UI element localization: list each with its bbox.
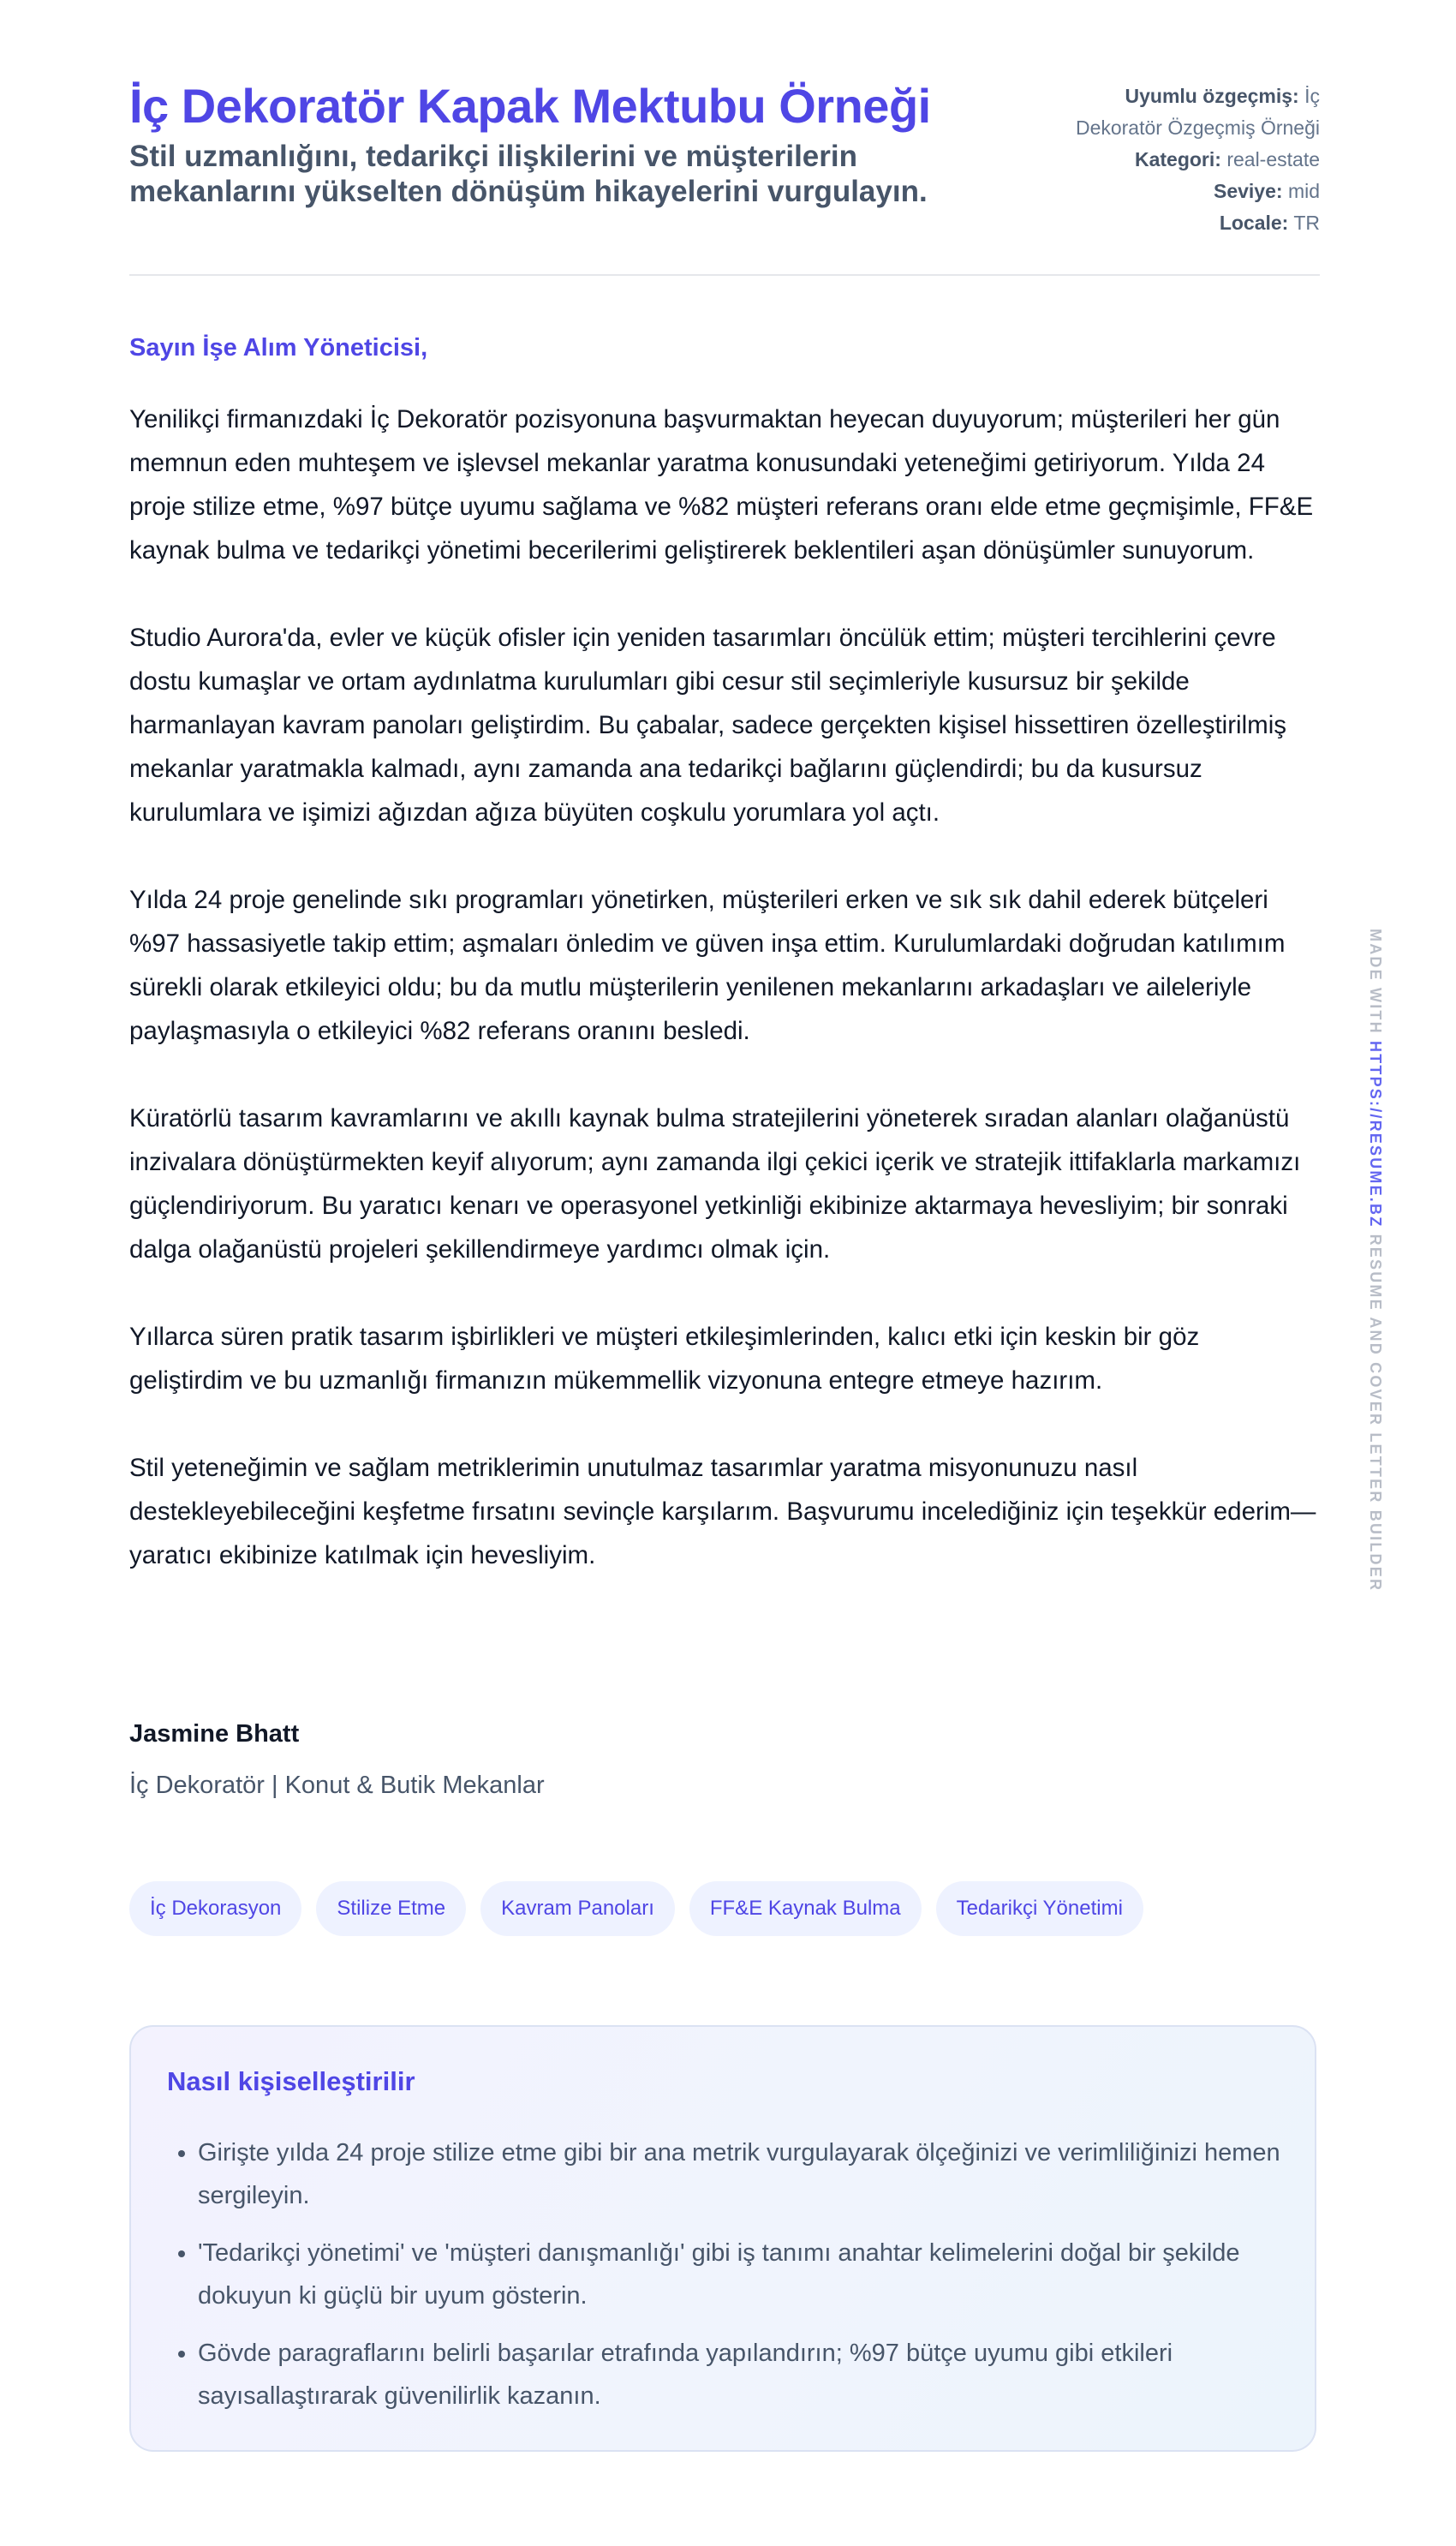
letter-paragraph: Stil yeteneğimin ve sağlam metriklerimin unutulmaz tasarımlar yaratma misyonunuzu nasıl destekleyebileceğini keşfetme fırsatını sevinçle karşılarım. Başvurumu incelediğiniz için teşekkür ederim—yaratıcı ekibinize katılmak için hevesliyim. <box>129 1454 1316 1569</box>
meta-resume-value-1: İç <box>1304 85 1320 107</box>
meta-resume-label: Uyumlu özgeçmiş: <box>1125 85 1299 107</box>
meta-locale-label: Locale: <box>1219 212 1289 234</box>
skill-tag: İç Dekorasyon <box>129 1881 301 1936</box>
side-credit-text <box>1366 929 1384 1592</box>
skill-tag: Tedarikçi Yönetimi <box>936 1881 1143 1936</box>
letter-paragraph: Yenilikçi firmanızdaki İç Dekoratör pozisyonuna başvurmaktan heyecan duyuyorum; müşterileri her gün memnun eden muhteşem ve işlevsel mekanlar yaratma konusundaki yeteneğimi getiriyorum. Yılda 24 proje stilize etme, %97 bütçe uyumu sağlama ve %82 müşteri referans oranı elde etme geçmişimle, FF&E kaynak bulma ve tedarikçi yönetimi becerilerimi geliştirerek beklentileri aşan dönüşümler sunuyorum. <box>129 405 1314 565</box>
letter-paragraph: Yılda 24 proje genelinde sıkı programları yönetirken, müşterileri erken ve sık sık dahil ederek bütçeleri %97 hassasiyetle takip ettim; aşmaları önledim ve güven inşa ettim. Kurulumlardaki doğrudan katılımım sürekli olarak etkileyici oldu; bu da mutlu müşterilerin yenilenen mekanlarını arkadaşları ve aileleriyle paylaşmasıyla o etkileyici %82 referans oranını besledi. <box>129 886 1286 1045</box>
skill-tags <box>129 1881 1143 1936</box>
skill-tag: Kavram Panoları <box>480 1881 675 1936</box>
meta-category-value: real-estate <box>1226 148 1320 170</box>
letter-paragraph: Küratörlü tasarım kavramlarını ve akıllı kaynak bulma stratejilerini yöneterek sıradan alanları olağanüstü inzivalara dönüştürmekten keyif alıyorum; aynı zamanda ilgi çekici içerik ve stratejik ittifaklarla markamızı güçlendiriyorum. Bu yaratıcı kenarı ve operasyonel yetkinliği ekibinize aktarmaya hevesliyim; bir sonraki dalga olağanüstü projeleri şekillendirmeye yardımcı olmak için. <box>129 1104 1301 1264</box>
meta-level-value: mid <box>1287 180 1320 202</box>
personalization-tips-card <box>129 2025 1316 2452</box>
letter-body <box>129 397 1320 1621</box>
tip-item: • Gövde paragraflarını belirli başarılar etrafında yapılandırın; %97 bütçe uyumu gibi etkileri sayısallaştırarak güvenilirlik kazanın. <box>198 2332 1311 2418</box>
meta-category <box>977 144 1320 176</box>
letter-paragraph: Studio Aurora'da, evler ve küçük ofisler için yeniden tasarımları öncülük ettim; müşteri tercihlerini çevre dostu kumaşlar ve ortam aydınlatma kurulumları gibi cesur stil seçimleriyle kusursuz bir şekilde harmanlayan kavram panoları geliştirdim. Bu çabalar, sadece gerçekten kişisel hissettiren özelleştirilmiş mekanlar yaratmakla kalmadı, aynı zamanda ana tedarikçi bağlarını güçlendirdi; bu da kusursuz kurulumlara ve işimizi ağızdan ağıza büyüten coşkulu yorumlara yol açtı. <box>129 624 1287 827</box>
salutation: Sayın İşe Alım Yöneticisi, <box>129 334 428 362</box>
page-subtitle: Stil uzmanlığını, tedarikçi ilişkilerini ve müşterilerin mekanlarını yükselten dönüşüm hikayelerini vurgulayın. <box>129 140 928 209</box>
meta-resume-link[interactable]: Dekoratör Özgeçmiş Örneği <box>1075 117 1320 139</box>
credit-prefix: MADE WITH <box>1367 929 1384 1035</box>
meta-resume <box>977 81 1320 112</box>
meta-level-label: Seviye: <box>1213 180 1283 202</box>
signature-role: İç Dekoratör | Konut & Butik Mekanlar <box>129 1772 545 1799</box>
tips-title: Nasıl kişiselleştirilir <box>167 2066 415 2096</box>
meta-locale <box>977 207 1320 239</box>
tips-list <box>167 2131 1311 2432</box>
skill-tag: Stilize Etme <box>316 1881 466 1936</box>
meta-category-label: Kategori: <box>1134 148 1221 170</box>
credit-link[interactable]: HTTPS://RESUME.BZ <box>1367 1041 1384 1228</box>
cover-letter-page <box>129 77 1320 2410</box>
credit-suffix: RESUME AND COVER LETTER BUILDER <box>1367 1234 1384 1593</box>
skill-tag: FF&E Kaynak Bulma <box>689 1881 922 1936</box>
signature-name: Jasmine Bhatt <box>129 1720 300 1748</box>
meta-panel <box>977 81 1320 239</box>
page-title: İç Dekoratör Kapak Mektubu Örneği <box>129 79 931 133</box>
signature-block <box>129 1708 545 1811</box>
meta-locale-value: TR <box>1293 212 1320 234</box>
tip-item: • Girişte yılda 24 proje stilize etme gibi bir ana metrik vurgulayarak ölçeğinizi ve verimliliğinizi hemen sergileyin. <box>198 2131 1311 2217</box>
page-header <box>129 77 1320 276</box>
meta-level <box>977 176 1320 207</box>
tip-item: • 'Tedarikçi yönetimi' ve 'müşteri danışmanlığı' gibi iş tanımı anahtar kelimelerini doğal bir şekilde dokuyun ki güçlü bir uyum gösterin. <box>198 2232 1311 2317</box>
letter-paragraph: Yıllarca süren pratik tasarım işbirlikleri ve müşteri etkileşimlerinden, kalıcı etki için keskin bir göz geliştirdim ve bu uzmanlığı firmanızın mükemmellik vizyonuna entegre etmeye hazırım. <box>129 1323 1200 1395</box>
